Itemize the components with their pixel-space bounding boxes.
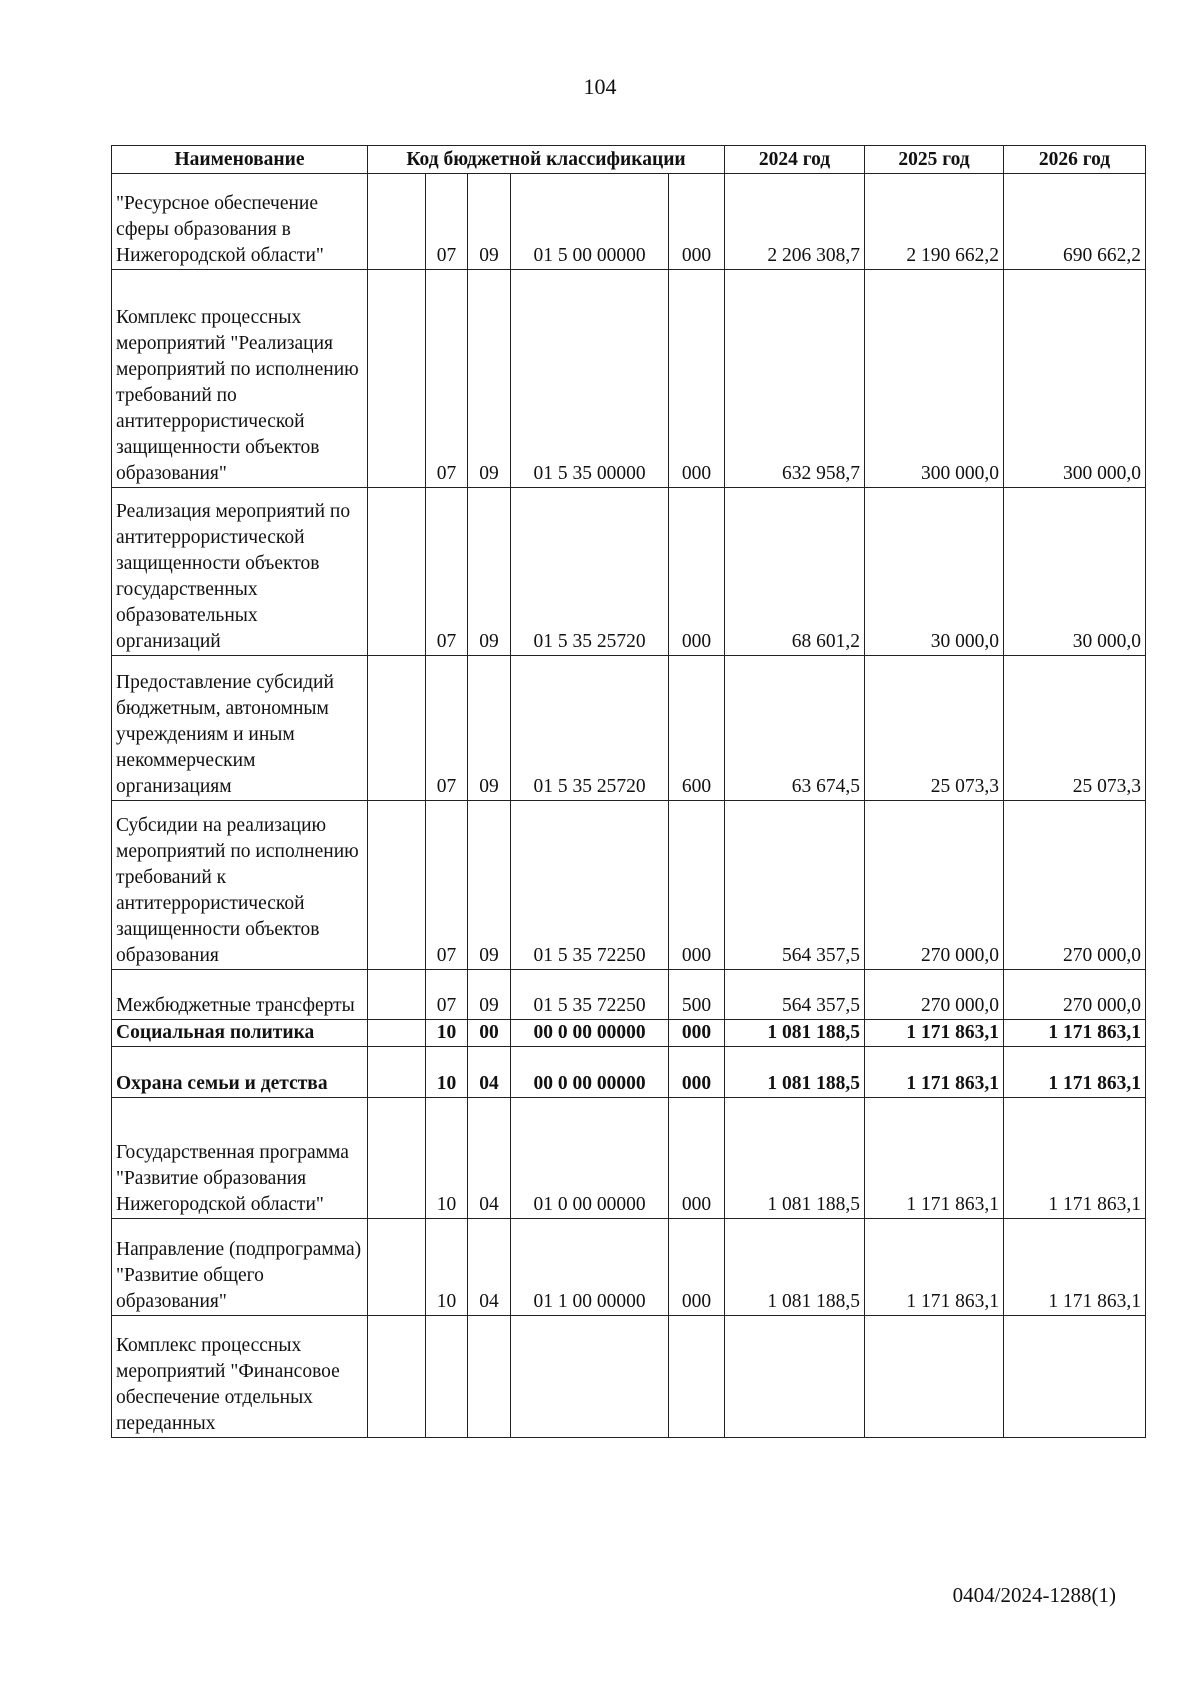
cell-subsection: 04 <box>468 1098 511 1219</box>
cell-name: Субсидии на реализацию мероприятий по исполнению требований к антитеррористической защищенности объектов образования <box>112 801 368 970</box>
cell-code-1 <box>368 656 426 801</box>
cell-2026: 1 171 863,1 <box>1004 1047 1146 1098</box>
cell-expense-type: 000 <box>669 1047 725 1098</box>
cell-expense-type: 000 <box>669 1098 725 1219</box>
cell-target-article: 01 5 35 72250 <box>511 801 669 970</box>
cell-2024: 2 206 308,7 <box>725 174 865 270</box>
cell-code-1 <box>368 970 426 1020</box>
cell-target-article: 00 0 00 00000 <box>511 1047 669 1098</box>
cell-section: 07 <box>426 970 468 1020</box>
cell-subsection: 04 <box>468 1219 511 1316</box>
cell-2025: 270 000,0 <box>865 801 1004 970</box>
cell-section: 07 <box>426 488 468 656</box>
cell-target-article <box>511 1316 669 1438</box>
cell-expense-type: 500 <box>669 970 725 1020</box>
cell-target-article: 01 5 35 25720 <box>511 488 669 656</box>
cell-2026: 1 171 863,1 <box>1004 1020 1146 1047</box>
cell-2024: 1 081 188,5 <box>725 1047 865 1098</box>
cell-2026: 270 000,0 <box>1004 801 1146 970</box>
cell-subsection: 09 <box>468 656 511 801</box>
cell-subsection <box>468 1316 511 1438</box>
table-row <box>112 970 1146 1020</box>
cell-name: Предоставление субсидий бюджетным, автономным учреждениям и иным некоммерческим организациям <box>112 656 368 801</box>
table-body <box>112 174 1146 1438</box>
cell-expense-type: 000 <box>669 1020 725 1047</box>
cell-subsection: 09 <box>468 174 511 270</box>
cell-2025: 300 000,0 <box>865 270 1004 488</box>
budget-table <box>111 145 1146 1438</box>
cell-2024: 564 357,5 <box>725 801 865 970</box>
table-row <box>112 1098 1146 1219</box>
cell-target-article: 01 0 00 00000 <box>511 1098 669 1219</box>
cell-expense-type: 000 <box>669 801 725 970</box>
cell-2025: 25 073,3 <box>865 656 1004 801</box>
header-2026: 2026 год <box>1004 146 1146 174</box>
table-row <box>112 801 1146 970</box>
cell-2026: 1 171 863,1 <box>1004 1098 1146 1219</box>
cell-2025: 30 000,0 <box>865 488 1004 656</box>
cell-section: 07 <box>426 801 468 970</box>
cell-subsection: 09 <box>468 801 511 970</box>
cell-2024: 63 674,5 <box>725 656 865 801</box>
cell-2025: 270 000,0 <box>865 970 1004 1020</box>
cell-subsection: 09 <box>468 488 511 656</box>
cell-2026: 25 073,3 <box>1004 656 1146 801</box>
cell-2024: 1 081 188,5 <box>725 1020 865 1047</box>
cell-name: Направление (подпрограмма) "Развитие общего образования" <box>112 1219 368 1316</box>
cell-subsection: 09 <box>468 970 511 1020</box>
table-row <box>112 270 1146 488</box>
cell-name: Комплекс процессных мероприятий "Финансовое обеспечение отдельных переданных <box>112 1316 368 1438</box>
table-row <box>112 1047 1146 1098</box>
cell-target-article: 01 1 00 00000 <box>511 1219 669 1316</box>
header-name: Наименование <box>112 146 368 174</box>
cell-section: 10 <box>426 1098 468 1219</box>
cell-2025: 1 171 863,1 <box>865 1098 1004 1219</box>
cell-2024 <box>725 1316 865 1438</box>
header-code: Код бюджетной классификации <box>368 146 725 174</box>
cell-code-1 <box>368 1098 426 1219</box>
cell-section: 07 <box>426 656 468 801</box>
cell-2025: 1 171 863,1 <box>865 1047 1004 1098</box>
document-number: 0404/2024-1288(1) <box>952 1583 1116 1607</box>
cell-name: Комплекс процессных мероприятий "Реализация мероприятий по исполнению требований по антитеррористической защищенности объектов образования" <box>112 270 368 488</box>
cell-name: Охрана семьи и детства <box>112 1047 368 1098</box>
cell-target-article: 01 5 35 25720 <box>511 656 669 801</box>
cell-section: 10 <box>426 1219 468 1316</box>
table-row <box>112 1219 1146 1316</box>
cell-code-1 <box>368 270 426 488</box>
cell-section: 10 <box>426 1047 468 1098</box>
cell-expense-type <box>669 1316 725 1438</box>
cell-code-1 <box>368 488 426 656</box>
cell-section: 07 <box>426 270 468 488</box>
cell-2026: 270 000,0 <box>1004 970 1146 1020</box>
table-row <box>112 174 1146 270</box>
cell-expense-type: 000 <box>669 174 725 270</box>
cell-subsection: 04 <box>468 1047 511 1098</box>
table-header-row <box>112 146 1146 174</box>
cell-2026: 30 000,0 <box>1004 488 1146 656</box>
cell-expense-type: 600 <box>669 656 725 801</box>
cell-2026: 690 662,2 <box>1004 174 1146 270</box>
cell-2024: 68 601,2 <box>725 488 865 656</box>
cell-code-1 <box>368 1047 426 1098</box>
table-row <box>112 656 1146 801</box>
cell-section <box>426 1316 468 1438</box>
cell-name: "Ресурсное обеспечение сферы образования в Нижегородской области" <box>112 174 368 270</box>
cell-2025 <box>865 1316 1004 1438</box>
cell-name: Социальная политика <box>112 1020 368 1047</box>
cell-code-1 <box>368 1020 426 1047</box>
table-row <box>112 1316 1146 1438</box>
cell-2025: 2 190 662,2 <box>865 174 1004 270</box>
cell-code-1 <box>368 174 426 270</box>
cell-code-1 <box>368 1316 426 1438</box>
cell-target-article: 00 0 00 00000 <box>511 1020 669 1047</box>
cell-subsection: 00 <box>468 1020 511 1047</box>
cell-code-1 <box>368 801 426 970</box>
table-row <box>112 1020 1146 1047</box>
cell-2024: 1 081 188,5 <box>725 1219 865 1316</box>
table-row <box>112 488 1146 656</box>
cell-subsection: 09 <box>468 270 511 488</box>
cell-expense-type: 000 <box>669 488 725 656</box>
cell-2025: 1 171 863,1 <box>865 1219 1004 1316</box>
cell-2026: 300 000,0 <box>1004 270 1146 488</box>
cell-2024: 564 357,5 <box>725 970 865 1020</box>
cell-expense-type: 000 <box>669 270 725 488</box>
cell-name: Реализация мероприятий по антитеррористической защищенности объектов государственных образовательных организаций <box>112 488 368 656</box>
cell-code-1 <box>368 1219 426 1316</box>
cell-section: 10 <box>426 1020 468 1047</box>
cell-2025: 1 171 863,1 <box>865 1020 1004 1047</box>
cell-2026 <box>1004 1316 1146 1438</box>
cell-name: Межбюджетные трансферты <box>112 970 368 1020</box>
cell-expense-type: 000 <box>669 1219 725 1316</box>
header-2025: 2025 год <box>865 146 1004 174</box>
cell-2024: 632 958,7 <box>725 270 865 488</box>
header-2024: 2024 год <box>725 146 865 174</box>
cell-target-article: 01 5 35 00000 <box>511 270 669 488</box>
cell-section: 07 <box>426 174 468 270</box>
page-number: 104 <box>583 74 617 99</box>
cell-2024: 1 081 188,5 <box>725 1098 865 1219</box>
cell-name: Государственная программа "Развитие образования Нижегородской области" <box>112 1098 368 1219</box>
cell-2026: 1 171 863,1 <box>1004 1219 1146 1316</box>
cell-target-article: 01 5 35 72250 <box>511 970 669 1020</box>
cell-target-article: 01 5 00 00000 <box>511 174 669 270</box>
